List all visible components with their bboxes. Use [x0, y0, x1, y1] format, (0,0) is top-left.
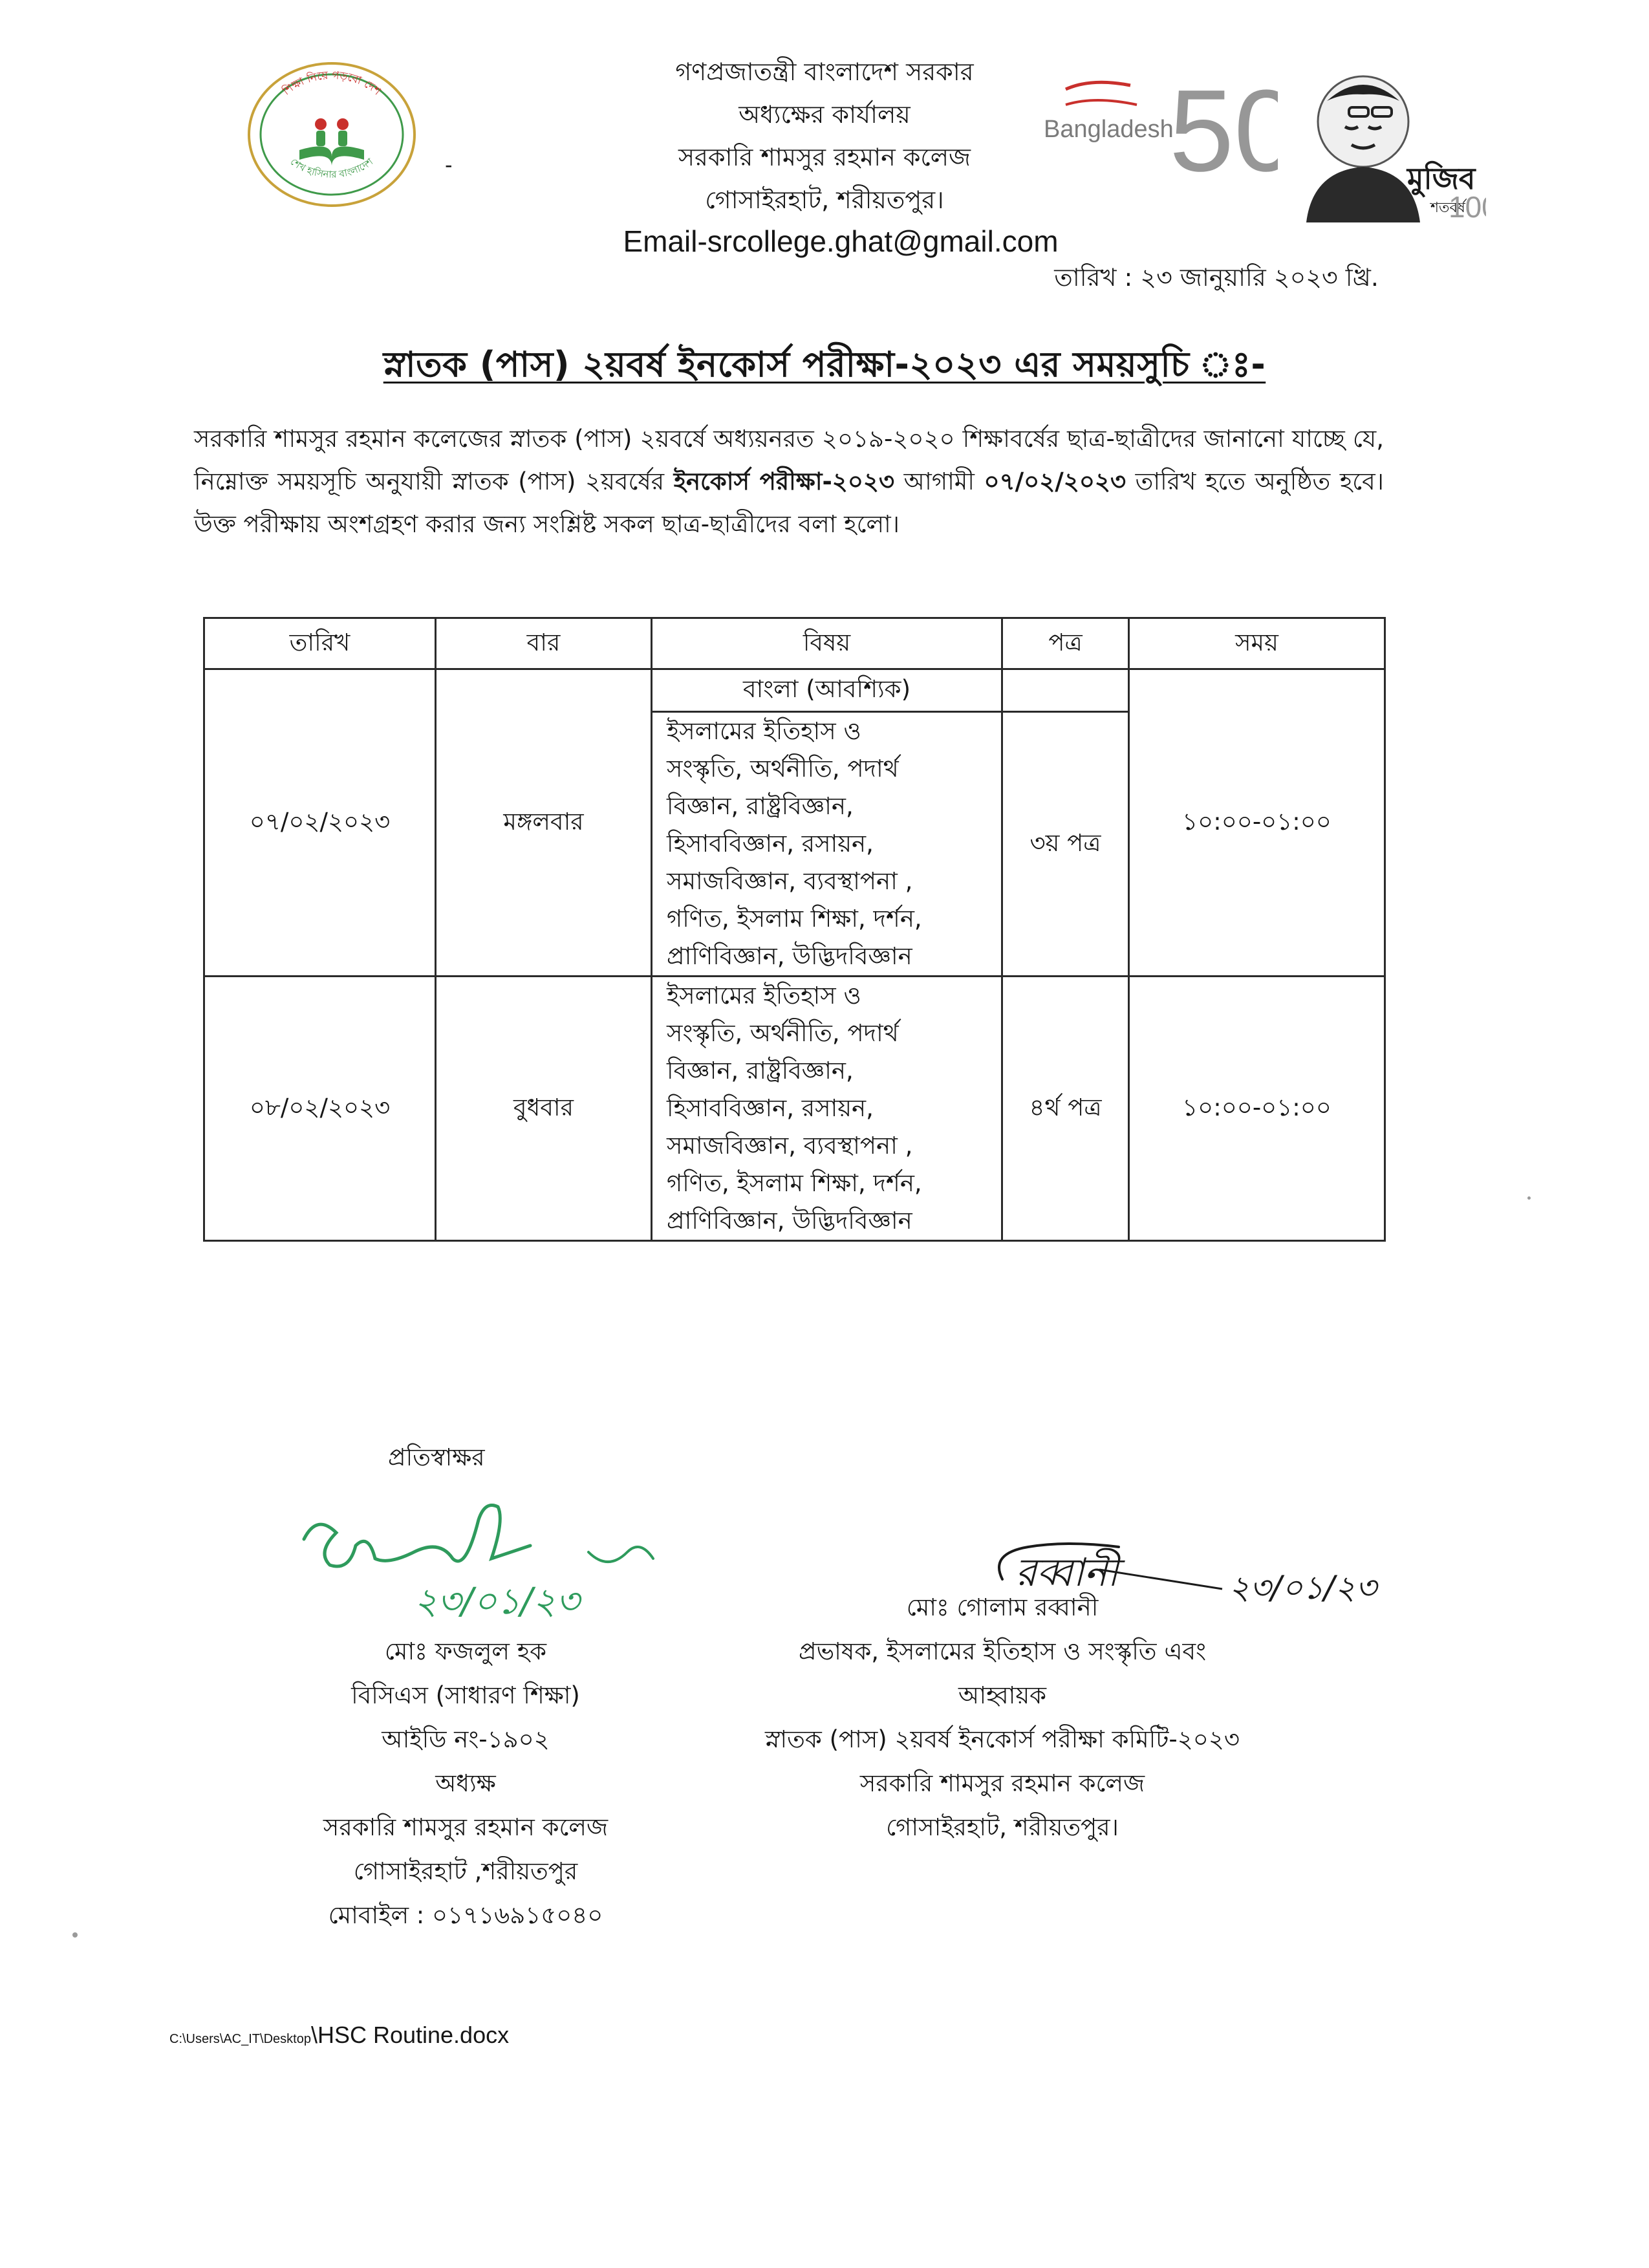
row1-paper-empty: [1002, 669, 1129, 712]
header-line-4: গোসাইরহাট, শরীয়তপুর।: [705, 186, 944, 214]
right-signature-date: ২৩/০১/২৩: [1229, 1569, 1377, 1606]
notice-part-2: আগামী: [894, 468, 984, 495]
table-header-row: [204, 618, 1385, 669]
notice-part-3: তারিখ হতে অনুষ্ঠিত হবে। উক্ত পরীক্ষায় অংশগ্রহণ করার জন্য সংশ্লিষ্ট সকল ছাত্র-ছাত্রীদের বলা হলো।: [194, 468, 1385, 538]
header-line-2: অধ্যক্ষের কার্যালয়: [738, 100, 911, 129]
principal-signature-block: [233, 1630, 698, 1938]
subject-line: হিসাববিজ্ঞান, রসায়ন,: [667, 1094, 874, 1122]
row1-subject-list: [652, 712, 1002, 977]
header-line-3: সরকারি শামসুর রহমান কলেজ: [678, 143, 971, 171]
seal-top-text: শিক্ষা নিয়ে গড়বো দেশ: [280, 69, 383, 98]
row2-subject-list: [652, 977, 1002, 1241]
col-header-paper: পত্র: [1002, 618, 1129, 669]
mujib-sub: শতবর্ষ: [1430, 200, 1465, 216]
principal-college: সরকারি শামসুর রহমান কলেজ: [323, 1813, 609, 1841]
convener-name: মোঃ গোলাম রব্বানী: [906, 1593, 1099, 1621]
row1-time: ১০:০০-০১:০০: [1129, 669, 1385, 977]
principal-mobile: মোবাইল : ০১৭১৬৯১৫০৪০: [328, 1901, 603, 1929]
subject-line: ইসলামের ইতিহাস ও: [667, 982, 861, 1010]
bangladesh-50-logo: [1040, 67, 1278, 197]
left-signature: [285, 1481, 698, 1632]
left-signature-date: ২৩/০১/২৩: [414, 1581, 580, 1623]
notice-body: [194, 418, 1384, 546]
header-line-1: গণপ্রজাতন্ত্রী বাংলাদেশ সরকার: [675, 58, 974, 86]
principal-cadre: বিসিএস (সাধারণ শিক্ষা): [351, 1681, 580, 1709]
subject-line: গণিত, ইসলাম শিক্ষা, দর্শন,: [667, 1169, 922, 1197]
mujib-label: মুজিব: [1407, 161, 1476, 196]
scan-speck: [72, 1932, 78, 1938]
right-signature-name: রব্বানী: [1015, 1550, 1119, 1595]
exam-routine-table: [203, 617, 1386, 1242]
col-header-date: তারিখ: [204, 618, 436, 669]
convener-role: আহ্বায়ক: [958, 1681, 1047, 1709]
col-header-subject: বিষয়: [652, 618, 1002, 669]
scan-speck: [1527, 1196, 1531, 1200]
principal-designation: অধ্যক্ষ: [435, 1769, 496, 1797]
header-dash: -: [445, 153, 453, 177]
subject-line: সমাজবিজ্ঞান, ব্যবস্থাপনা ,: [667, 867, 913, 895]
subject-line: বিজ্ঞান, রাষ্ট্রবিজ্ঞান,: [667, 1057, 854, 1085]
subject-line: ইসলামের ইতিহাস ও: [667, 717, 861, 745]
row2-date: ০৮/০২/২০২৩: [204, 977, 436, 1241]
convener-college: সরকারি শামসুর রহমান কলেজ: [859, 1769, 1145, 1797]
bd50-number: 50: [1169, 67, 1278, 196]
table-row: [204, 977, 1385, 1241]
svg-text:শিক্ষা নিয়ে গড়বো দেশ: [279, 69, 383, 98]
college-email: Email-srcollege.ghat@gmail.com: [623, 224, 1059, 258]
convener-signature-block: [744, 1586, 1261, 1850]
notice-bold-exam: ইনকোর্স পরীক্ষা-২০২৩: [673, 468, 895, 495]
seal-bottom-text: শেখ হাসিনার বাংলাদেশ: [288, 155, 376, 180]
row1-subject-bangla: বাংলা (আবশ্যিক): [652, 669, 1002, 712]
notice-part-1: সরকারি শামসুর রহমান কলেজের স্নাতক (পাস) ২য়বর্ষে অধ্যয়নরত ২০১৯-২০২০ শিক্ষাবর্ষের ছাত্র-ছাত্রীদের জানানো যাচ্ছে যে, নিম্নোক্ত সময়সূচি অনুযায়ী স্নাতক (পাস) ২য়বর্ষের: [194, 425, 1384, 495]
countersign-label: প্রতিস্বাক্ষর: [388, 1443, 485, 1471]
row1-day: মঙ্গলবার: [436, 669, 652, 977]
file-path-file: \HSC Routine.docx: [310, 2022, 510, 2048]
principal-id: আইডি নং-১৯০২: [382, 1725, 550, 1753]
college-seal-logo: [244, 59, 419, 210]
principal-location: গোসাইরহাট ,শরীয়তপুর: [353, 1857, 578, 1885]
mujib-number: 10: [1449, 190, 1482, 222]
col-header-time: সময়: [1129, 618, 1385, 669]
file-path-dir: C:\Users\AC_IT\Desktop: [169, 2032, 311, 2046]
file-path-footer: [169, 2022, 509, 2049]
row2-day: বুধবার: [436, 977, 652, 1241]
bd50-label: Bangladesh: [1044, 116, 1174, 143]
row2-time: ১০:০০-০১:০০: [1129, 977, 1385, 1241]
row2-paper: ৪র্থ পত্র: [1002, 977, 1129, 1241]
col-header-day: বার: [436, 618, 652, 669]
subject-line: সংস্কৃতি, অর্থনীতি, পদার্থ: [667, 1019, 899, 1047]
subject-line: সমাজবিজ্ঞান, ব্যবস্থাপনা ,: [667, 1132, 913, 1160]
mujib-100-logo: [1287, 62, 1486, 222]
subject-line: হিসাববিজ্ঞান, রসায়ন,: [667, 830, 874, 858]
row1-paper: ৩য় পত্র: [1002, 712, 1129, 977]
notice-title: [0, 338, 1649, 396]
notice-bold-date: ০৭/০২/২০২৩: [984, 468, 1126, 495]
notice-title-text: স্নাতক (পাস) ২য়বর্ষ ইনকোর্স পরীক্ষা-২০২৩ এর সময়সুচি ঃ-: [383, 344, 1266, 385]
convener-location: গোসাইরহাট, শরীয়তপুর।: [886, 1813, 1119, 1841]
issue-date: তারিখ : ২৩ জানুয়ারি ২০২৩ খ্রি.: [1054, 263, 1379, 292]
convener-committee: স্নাতক (পাস) ২য়বর্ষ ইনকোর্স পরীক্ষা কমিটি-২০২৩: [765, 1725, 1240, 1753]
subject-line: প্রাণিবিজ্ঞান, উদ্ভিদবিজ্ঞান: [667, 942, 912, 970]
table-row: [204, 669, 1385, 712]
convener-designation: প্রভাষক, ইসলামের ইতিহাস ও সংস্কৃতি এবং: [799, 1637, 1206, 1665]
subject-line: প্রাণিবিজ্ঞান, উদ্ভিদবিজ্ঞান: [667, 1207, 912, 1235]
subject-line: সংস্কৃতি, অর্থনীতি, পদার্থ: [667, 755, 899, 783]
subject-line: গণিত, ইসলাম শিক্ষা, দর্শন,: [667, 905, 922, 933]
row1-date: ০৭/০২/২০২৩: [204, 669, 436, 977]
subject-line: বিজ্ঞান, রাষ্ট্রবিজ্ঞান,: [667, 792, 854, 820]
principal-name: মোঃ ফজলুল হক: [384, 1637, 547, 1665]
